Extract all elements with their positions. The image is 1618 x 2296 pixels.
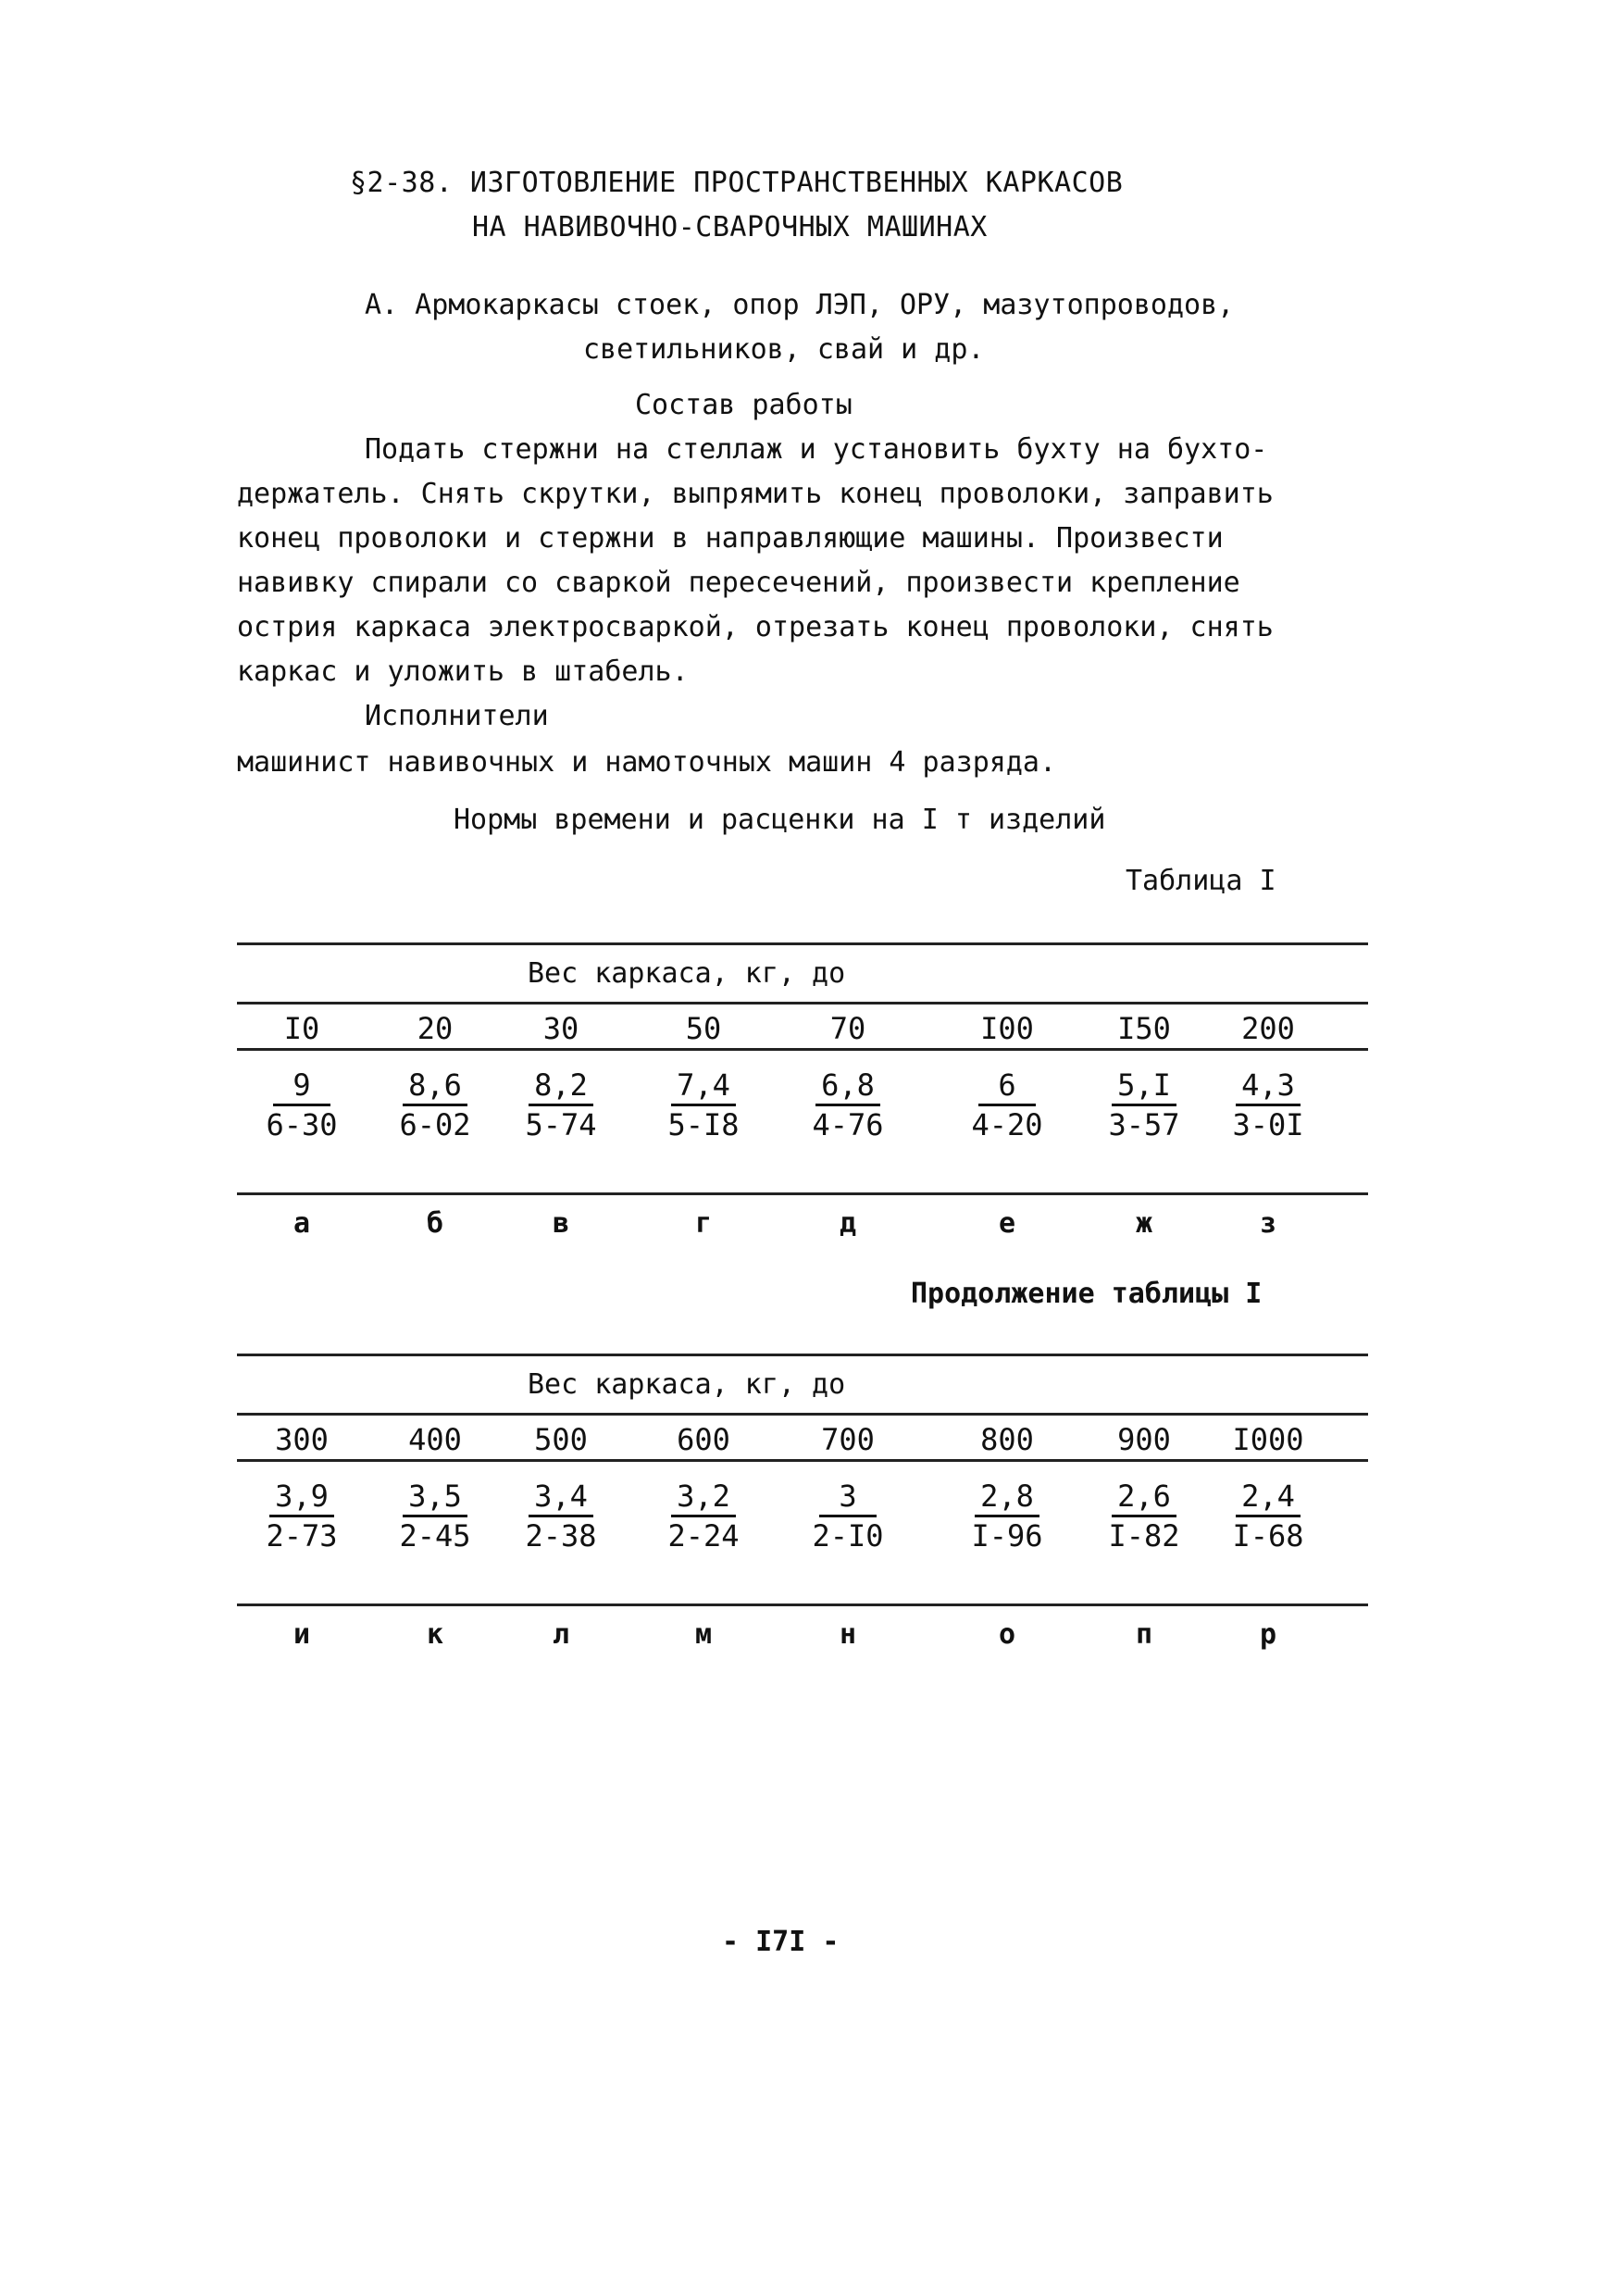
column-letter: а [292, 1207, 311, 1240]
table2-weights-rule [237, 1459, 1368, 1462]
time-norm: 6,8 [815, 1067, 880, 1106]
page-number: - I7I - [722, 1926, 840, 1958]
table1-bottom-rule [237, 1192, 1368, 1195]
subheading-line1: А. Армокаркасы стоек, опор ЛЭП, ОРУ, мазутопроводов, [365, 289, 1235, 321]
rate-value: I-82 [1108, 1518, 1180, 1554]
column-letter: м [694, 1618, 713, 1651]
weight-cell: I000 [1232, 1422, 1304, 1457]
weight-cell: 600 [677, 1422, 730, 1457]
rate-value: 5-74 [525, 1107, 597, 1142]
weight-cell: I50 [1117, 1011, 1171, 1046]
performers-title: Исполнители [365, 700, 549, 732]
rate-value: 3-57 [1108, 1107, 1180, 1142]
rate-value: I-68 [1232, 1518, 1304, 1554]
time-norm: 4,3 [1236, 1067, 1301, 1106]
weight-cell: I0 [283, 1011, 320, 1046]
rate-value: 2-45 [399, 1518, 471, 1554]
time-norm: 3,2 [671, 1478, 736, 1517]
rate-value: 2-24 [667, 1518, 740, 1554]
weight-cell: 800 [980, 1422, 1034, 1457]
norm-rate-cell [237, 1067, 367, 1143]
work-line: острия каркаса электросваркой, отрезать конец проволоки, снять [237, 611, 1274, 643]
column-letter: л [552, 1618, 570, 1651]
rate-value: 5-I8 [667, 1107, 740, 1142]
table1-header-rule [237, 1002, 1368, 1004]
norm-rate-cell [370, 1478, 500, 1554]
norm-rate-cell [237, 1478, 367, 1554]
time-norm: 3,5 [403, 1478, 467, 1517]
norm-rate-cell [942, 1067, 1072, 1143]
column-letter: е [998, 1207, 1016, 1240]
work-line: Подать стержни на стеллаж и установить бухту на бухто- [365, 433, 1268, 466]
norm-rate-cell [1203, 1478, 1333, 1554]
column-letter: и [292, 1618, 311, 1651]
weight-cell: 700 [821, 1422, 875, 1457]
rate-value: 6-30 [266, 1107, 338, 1142]
work-line: конец проволоки и стержни в направляющие машины. Произвести [237, 522, 1224, 555]
norms-caption: Нормы времени и расценки на I т изделий [454, 804, 1106, 836]
rate-value: 6-02 [399, 1107, 471, 1142]
weight-cell: 50 [685, 1011, 722, 1046]
weight-cell: 200 [1241, 1011, 1295, 1046]
table2-top-rule [237, 1354, 1368, 1356]
weight-cell: 20 [417, 1011, 454, 1046]
table2-label: Продолжение таблицы I [911, 1278, 1263, 1310]
column-letter: к [426, 1618, 444, 1651]
column-letter: ж [1135, 1207, 1153, 1240]
work-title: Состав работы [635, 389, 853, 421]
norm-rate-cell [639, 1478, 768, 1554]
weight-cell: 900 [1117, 1422, 1171, 1457]
work-line: держатель. Снять скрутки, выпрямить конец проволоки, заправить [237, 478, 1274, 510]
work-line: навивку спирали со сваркой пересечений, произвести крепление [237, 567, 1240, 599]
table2-bottom-rule [237, 1603, 1368, 1606]
column-letter: в [552, 1207, 570, 1240]
weight-cell: 70 [829, 1011, 866, 1046]
work-line: каркас и уложить в штабель. [237, 655, 689, 688]
table1-header: Вес каркаса, кг, до [528, 957, 846, 990]
time-norm: 3 [819, 1478, 877, 1517]
column-letter: р [1259, 1618, 1277, 1651]
column-letter: н [839, 1618, 857, 1651]
time-norm: 3,9 [269, 1478, 334, 1517]
time-norm: 2,8 [975, 1478, 1039, 1517]
norm-rate-cell [783, 1067, 913, 1143]
norm-rate-cell [1079, 1067, 1209, 1143]
rate-value: 2-73 [266, 1518, 338, 1554]
column-letter: д [839, 1207, 857, 1240]
weight-cell: 30 [542, 1011, 579, 1046]
time-norm: 3,4 [529, 1478, 593, 1517]
table1-top-rule [237, 942, 1368, 945]
norm-rate-cell [496, 1478, 626, 1554]
norm-rate-cell [783, 1478, 913, 1554]
time-norm: 5,I [1112, 1067, 1176, 1106]
rate-value: 4-76 [812, 1107, 884, 1142]
column-letter: г [694, 1207, 713, 1240]
norm-rate-cell [496, 1067, 626, 1143]
rate-value: 2-I0 [812, 1518, 884, 1554]
section-title-line1: §2-38. ИЗГОТОВЛЕНИЕ ПРОСТРАНСТВЕННЫХ КАРКАСОВ [350, 167, 1124, 199]
column-letter: о [998, 1618, 1016, 1651]
column-letter: п [1135, 1618, 1153, 1651]
table2-header: Вес каркаса, кг, до [528, 1368, 846, 1401]
norm-rate-cell [1203, 1067, 1333, 1143]
time-norm: 7,4 [671, 1067, 736, 1106]
weight-cell: 300 [275, 1422, 329, 1457]
time-norm: 6 [978, 1067, 1036, 1106]
norm-rate-cell [942, 1478, 1072, 1554]
time-norm: 8,2 [529, 1067, 593, 1106]
weight-cell: 500 [534, 1422, 588, 1457]
performers-text: машинист навивочных и намоточных машин 4 разряда. [237, 746, 1057, 779]
rate-value: 3-0I [1232, 1107, 1304, 1142]
weight-cell: 400 [408, 1422, 462, 1457]
table1-weights-rule [237, 1048, 1368, 1051]
norm-rate-cell [639, 1067, 768, 1143]
time-norm: 2,6 [1112, 1478, 1176, 1517]
time-norm: 9 [273, 1067, 330, 1106]
norm-rate-cell [1079, 1478, 1209, 1554]
weight-cell: I00 [980, 1011, 1034, 1046]
column-letter: з [1259, 1207, 1277, 1240]
rate-value: 4-20 [971, 1107, 1043, 1142]
rate-value: 2-38 [525, 1518, 597, 1554]
rate-value: I-96 [971, 1518, 1043, 1554]
table1-label: Таблица I [1126, 865, 1276, 897]
subheading-line2: светильников, свай и др. [583, 333, 985, 366]
table2-header-rule [237, 1413, 1368, 1416]
section-title-line2: НА НАВИВОЧНО-СВАРОЧНЫХ МАШИНАХ [472, 211, 988, 243]
column-letter: б [426, 1207, 444, 1240]
time-norm: 2,4 [1236, 1478, 1301, 1517]
norm-rate-cell [370, 1067, 500, 1143]
time-norm: 8,6 [403, 1067, 467, 1106]
